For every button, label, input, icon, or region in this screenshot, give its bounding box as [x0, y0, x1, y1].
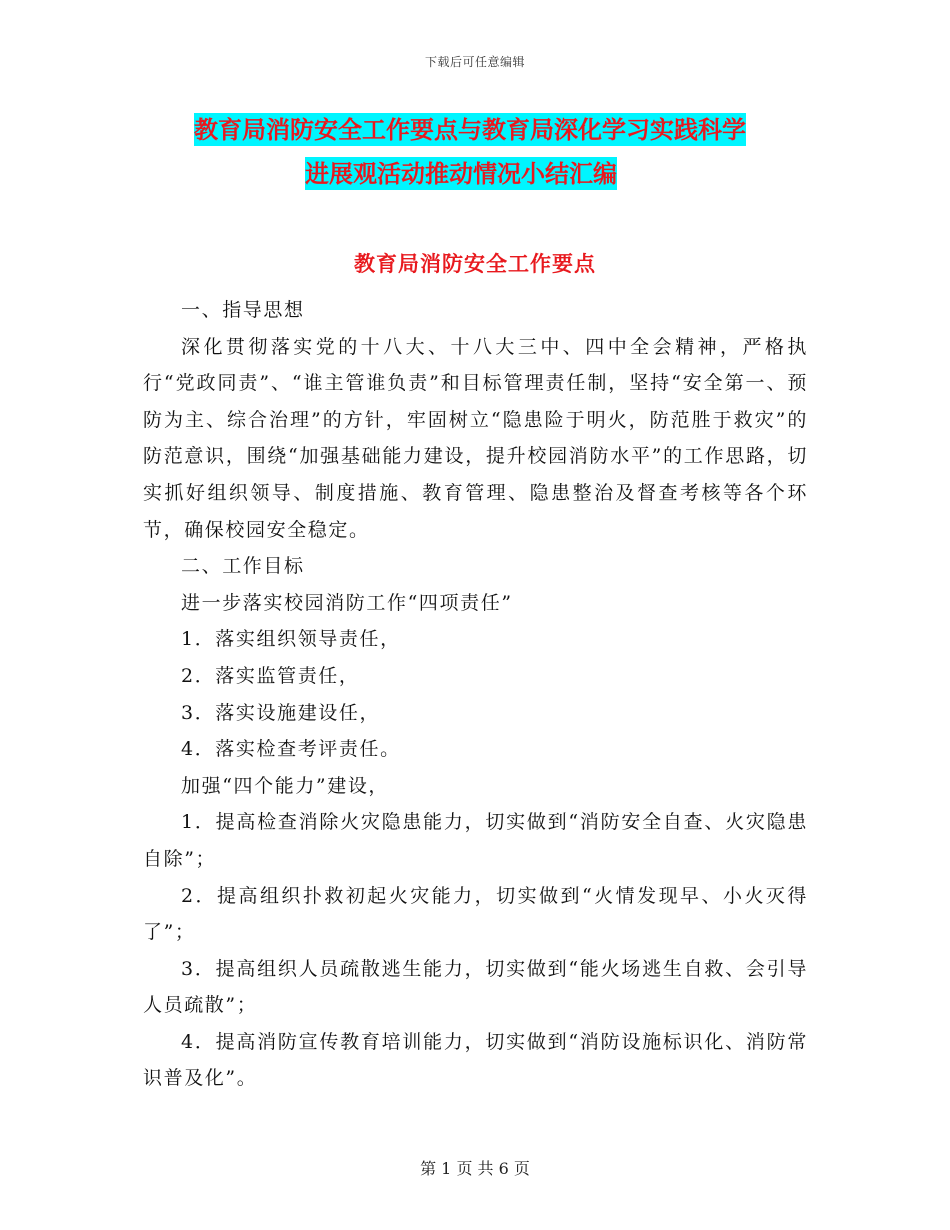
list-item-ability-1: 1．提高检查消除火灾隐患能力，切实做到“消防安全自查、火灾隐患自除”；	[143, 811, 808, 870]
list-item-responsibility-4: 4．落实检查考评责任。	[181, 738, 401, 761]
document-title-line-2: 进展观活动推动情况小结汇编	[305, 159, 617, 188]
paragraph-four-abilities: 加强“四个能力”建设，	[181, 774, 390, 797]
list-item-ability-4: 4．提高消防宣传教育培训能力，切实做到“消防设施标识化、消防常识普及化”。	[143, 1030, 808, 1090]
list-item-ability-3: 3．提高组织人员疏散逃生能力，切实做到“能火场逃生自救、会引导人员疏散”；	[143, 957, 808, 1017]
body-text	[143, 292, 808, 1097]
list-item-responsibility-1: 1．落实组织领导责任，	[181, 628, 401, 651]
paragraph-guiding-ideology: 深化贯彻落实党的十八大、十八大三中、四中全会精神，严格执行“党政同责”、“谁主管谁负责”和目标管理责任制，坚持“安全第一、预防为主、综合治理”的方针，牢固树立“隐患险于明火，防范胜于救灾”的防范意识，围绕“加强基础能力建设，提升校园消防水平”的工作思路，切实抓好组织领导、制度措施、教育管理、隐患整治及督查考核等各个环节，确保校园安全稳定。	[143, 335, 808, 541]
document-title-line-1: 教育局消防安全工作要点与教育局深化学习实践科学	[194, 115, 746, 144]
list-item-ability-2: 2．提高组织扑救初起火灾能力，切实做到“火情发现早、小火灭得了”；	[143, 884, 808, 944]
heading-work-goals: 二、工作目标	[181, 555, 305, 578]
list-item-responsibility-2: 2．落实监管责任，	[181, 664, 360, 687]
paragraph-four-responsibilities: 进一步落实校园消防工作“四项责任”	[181, 591, 513, 614]
heading-guiding-ideology: 一、指导思想	[181, 299, 305, 321]
header-note: 下载后可任意编辑	[424, 55, 525, 69]
page-footer	[0, 1156, 950, 1179]
section-title: 教育局消防安全工作要点	[354, 251, 596, 276]
page-number: 第 1 页 共 6 页	[420, 1159, 530, 1178]
list-item-responsibility-3: 3．落实设施建设任，	[181, 701, 381, 724]
document-title	[140, 108, 840, 196]
